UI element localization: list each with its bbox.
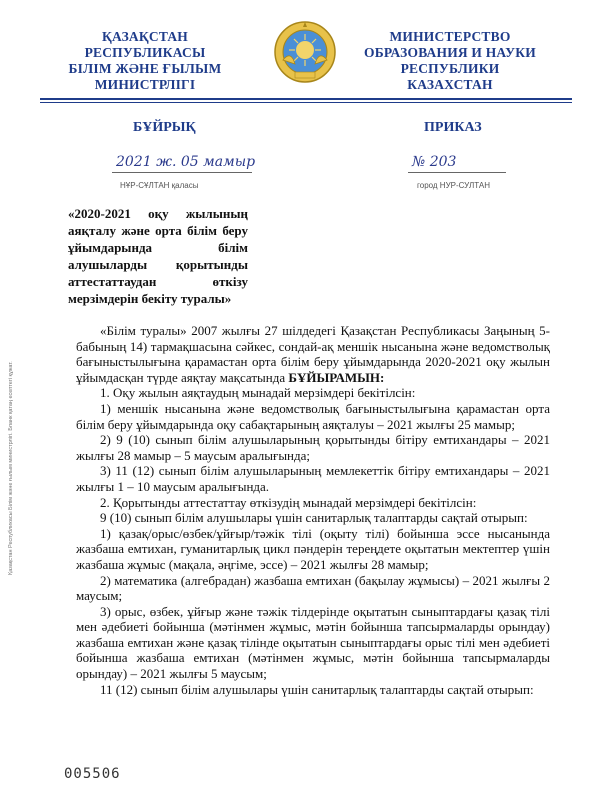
doc-type-ru: ПРИКАЗ bbox=[424, 120, 482, 135]
header-ru-line: РЕСПУБЛИКИ bbox=[400, 61, 500, 76]
body-paragraph: 2) математика (алгебрадан) жазбаша емтихан (бақылау жұмысы) – 2021 жылғы 2 маусым; bbox=[76, 572, 550, 604]
state-emblem-icon bbox=[273, 20, 337, 84]
order-word: БҰЙЫРАМЫН: bbox=[288, 369, 385, 385]
body-paragraph: 2) 9 (10) сынып білім алушыларының қорытынды бітіру емтихандары – 2021 жылғы 28 мамыр – 5 маусым аралығында; bbox=[76, 432, 550, 463]
header-ru-line: КАЗАХСТАН bbox=[407, 77, 493, 92]
body-paragraph: 2. Қорытынды аттестаттау өткізудің мынадай мерзімдері бекітілсін: bbox=[100, 494, 477, 510]
body-paragraph: 1) қазақ/орыс/өзбек/ұйғыр/тәжік тілі (оқыту тілі) бойынша эссе нысанында жазбаша емтихан, гуманитарлық цикл пәндерін тереңдете оқытатын мектептер үшін жазбаша жұмыс (мақала, әңгіме, эссе) – 2021 жылғы 28 мамыр; bbox=[76, 525, 550, 572]
preamble-text: «Білім туралы» 2007 жылғы 27 шілдедегі Қазақстан Республикасы Заңының 5-бабының 14) тармақшасына сәйкес, сондай-ақ меншік нысанына және ведомстволық бағыныстылығына қарамастан орта білім беру ұйымдарында 2020-2021 оқу жылын ұйымдасқан түрде аяқтау мақсатында bbox=[76, 323, 550, 385]
city-kz: НҰР-СҰЛТАН қаласы bbox=[120, 181, 199, 190]
handwritten-date: 2021 ж. 05 мамыр bbox=[116, 154, 256, 170]
header-ru-line: МИНИСТЕРСТВО bbox=[389, 29, 511, 44]
header-ru bbox=[355, 29, 545, 93]
body-paragraph: 1) меншік нысанына және ведомстволық бағыныстылығына қарамастан орта білім беру ұйымдарында оқу сабақтарының аяқталуы – 2021 жылғы 25 мамыр; bbox=[76, 400, 550, 432]
header-kz-line: РЕСПУБЛИКАСЫ bbox=[84, 45, 206, 60]
document-body bbox=[76, 323, 550, 697]
number-line bbox=[408, 172, 506, 173]
side-note: Қазақстан Республикасы Білім және ғылым министрлігі. Бланк қатаң есептегі құжат. bbox=[8, 361, 14, 575]
body-paragraph: 11 (12) сынып білім алушылары үшін санитарлық талаптарды сақтай отырып: bbox=[100, 681, 534, 697]
body-paragraph: 3) орыс, өзбек, ұйғыр және тәжік тілдерінде оқытатын сыныптардағы қазақ тілі мен әдебиеті бойынша (мәтінмен жұмыс, мәтін бойынша тапсырмаларды орындау) жазбаша емтихан және қазақ тілінде оқытатын сыныптардағы орыс тілі мен әдебиеті бойынша жазбаша емтихан (мәтінмен жұмыс, мәтін бойынша тапсырмаларды орындау) – 2021 жылғы 5 маусым; bbox=[76, 603, 550, 682]
serial-number: 005506 bbox=[64, 766, 121, 782]
header-kz-line: БІЛІМ ЖӘНЕ ҒЫЛЫМ bbox=[68, 61, 222, 76]
body-paragraph: 3) 11 (12) сынып білім алушыларының мемлекеттік бітіру емтихандары – 2021 жылғы 1 – 10 маусым аралығында. bbox=[76, 463, 550, 494]
header-divider-thick bbox=[40, 98, 572, 100]
handwritten-number: № 203 bbox=[412, 154, 457, 170]
doc-type-kz: БҰЙРЫҚ bbox=[133, 120, 196, 135]
header-divider-thin bbox=[40, 102, 572, 103]
body-paragraph: 1. Оқу жылын аяқтаудың мынадай мерзімдері бекітілсін: bbox=[100, 385, 416, 401]
city-ru: город НУР-СУЛТАН bbox=[417, 181, 490, 190]
body-paragraph: 9 (10) сынып білім алушылары үшін санитарлық талаптарды сақтай отырып: bbox=[100, 510, 528, 526]
header-kz-line: ҚАЗАҚСТАН bbox=[102, 29, 188, 44]
header-kz-line: МИНИСТРЛІГІ bbox=[94, 77, 196, 92]
header-ru-line: ОБРАЗОВАНИЯ И НАУКИ bbox=[364, 45, 536, 60]
header-kz bbox=[60, 29, 230, 93]
preamble-paragraph bbox=[76, 323, 550, 385]
document-title: «2020-2021 оқу жылының аяқталу және орта білім беру ұйымдарында білім алушыларды қорытынды аттестаттаудан өткізу мерзімдерін бекіту туралы» bbox=[68, 206, 248, 306]
date-line bbox=[112, 172, 252, 173]
